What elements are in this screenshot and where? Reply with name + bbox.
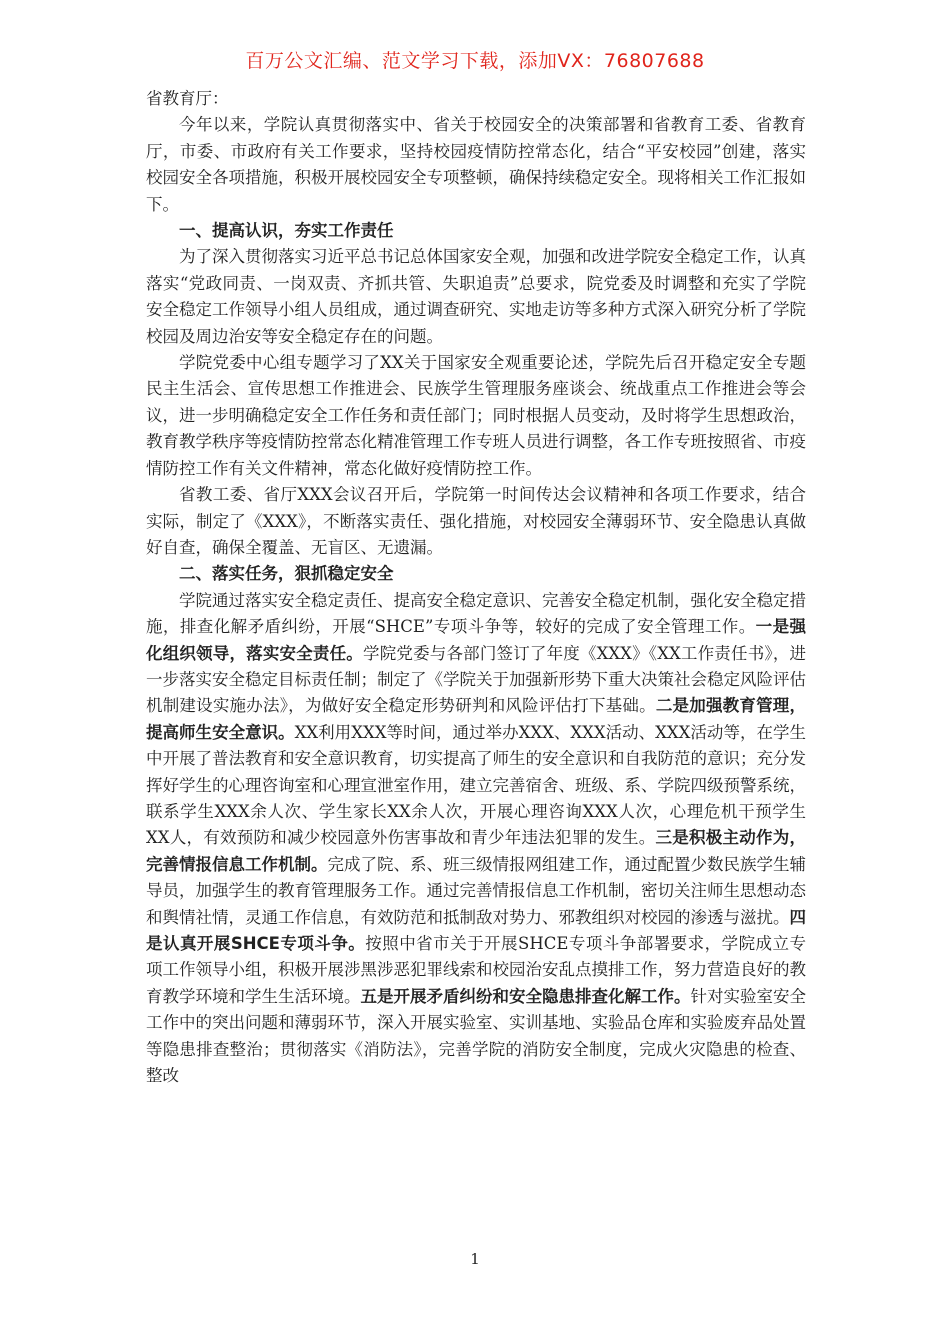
paragraph-text: 按照中省市关于开展SHCE专项斗争部署要求，学院成立专项工作领导小组，积极开展涉黑涉恶犯罪线索和校园治安乱点摸排工作，努力营造良好的教育教学环境和学生生活环境。 <box>146 934 806 1006</box>
document-body <box>146 86 806 1089</box>
paragraph-text: 针对实验室安全工作中的突出问题和薄弱环节，深入开展实验室、实训基地、实验品仓库和实验废弃品处置等隐患排查整治；贯彻落实《消防法》，完善学院的消防安全制度，完成火灾隐患的检查、整改 <box>146 986 806 1086</box>
bold-item-title: 一是强化组织领导，落实安全责任。 <box>146 617 807 663</box>
salutation: 省教育厅： <box>146 89 229 108</box>
section-heading-2: 二、落实任务，狠抓稳定安全 <box>179 564 394 584</box>
paragraph-text: 学院通过落实安全稳定责任、提高安全稳定意识、完善安全稳定机制，强化安全稳定措施，排查化解矛盾纠纷，开展“SHCE”专项斗争等，较好的完成了安全管理工作。 <box>146 590 806 637</box>
bold-item-title: 四是认真开展SHCE专项斗争。 <box>146 907 806 953</box>
body-paragraph-mixed <box>146 588 806 1090</box>
bold-item-title: 二是加强教育管理，提高师生安全意识。 <box>146 696 807 742</box>
paragraph-text: 学院党委与各部门签订了年度《XXX》《XX工作责任书》，进一步落实安全稳定目标责任制；制定了《学院关于加强新形势下重大决策社会稳定风险评估机制建设实施办法》，为做好安全稳定形势研判和风险评估打下基础。 <box>146 643 807 716</box>
body-paragraph: 学院党委中心组专题学习了XX关于国家安全观重要论述，学院先后召开稳定安全专题民主生活会、宣传思想工作推进会、民族学生管理服务座谈会、统战重点工作推进会等会议，进一步明确稳定安全工作任务和责任部门；同时根据人员变动，及时将学生思想政治，教育教学秩序等疫情防控常态化精准管理工作专班人员进行调整，各工作专班按照省、市疫情防控工作有关文件精神，常态化做好疫情防控工作。 <box>146 353 806 478</box>
body-paragraph: 为了深入贯彻落实习近平总书记总体国家安全观，加强和改进学院安全稳定工作，认真落实“党政同责、一岗双责、齐抓共管、失职追责”总要求，院党委及时调整和充实了学院安全稳定工作领导小组人员组成，通过调查研究、实地走访等多种方式深入研究分析了学院校园及周边治安等安全稳定存在的问题。 <box>146 247 806 346</box>
bold-item-title: 三是积极主动作为，完善情报信息工作机制。 <box>146 828 806 874</box>
body-paragraph: 省教工委、省厅XXX会议召开后，学院第一时间传达会议精神和各项工作要求，结合实际，制定了《XXX》，不断落实责任、强化措施，对校园安全薄弱环节、安全隐患认真做好自查，确保全覆盖、无盲区、无遗漏。 <box>146 485 806 557</box>
page-number: 1 <box>470 1250 480 1268</box>
intro-paragraph: 今年以来，学院认真贯彻落实中、省关于校园安全的决策部署和省教育工委、省教育厅，市委、市政府有关工作要求，坚持校园疫情防控常态化，结合“平安校园”创建，落实校园安全各项措施，积极开展校园安全专项整顿，确保持续稳定安全。现将相关工作汇报如下。 <box>146 115 806 214</box>
paragraph-text: XX利用XXX等时间，通过举办XXX、XXX活动、XXX活动等，在学生中开展了普法教育和安全意识教育，切实提高了师生的安全意识和自我防范的意识；充分发挥好学生的心理咨询室和心理宣泄室作用，建立完善宿舍、班级、系、学院四级预警系统，联系学生XXX余人次、学生家长XX余人次，开展心理咨询XXX人次，心理危机干预学生XX人，有效预防和减少校园意外伤害事故和青少年违法犯罪的发生。 <box>146 722 807 848</box>
header-banner: 百万公文汇编、范文学习下载，添加VX：76807688 <box>245 50 705 72</box>
bold-item-title: 五是开展矛盾纠纷和安全隐患排查化解工作。 <box>360 986 691 1006</box>
paragraph-text: 完成了院、系、班三级情报网组建工作，通过配置少数民族学生辅导员，加强学生的教育管理服务工作。通过完善情报信息工作机制，密切关注师生思想动态和舆情社情，灵通工作信息，有效防范和抵制敌对势力、邪教组织对校园的渗透与滋扰。 <box>146 854 806 927</box>
section-heading-1: 一、提高认识，夯实工作责任 <box>179 221 394 241</box>
